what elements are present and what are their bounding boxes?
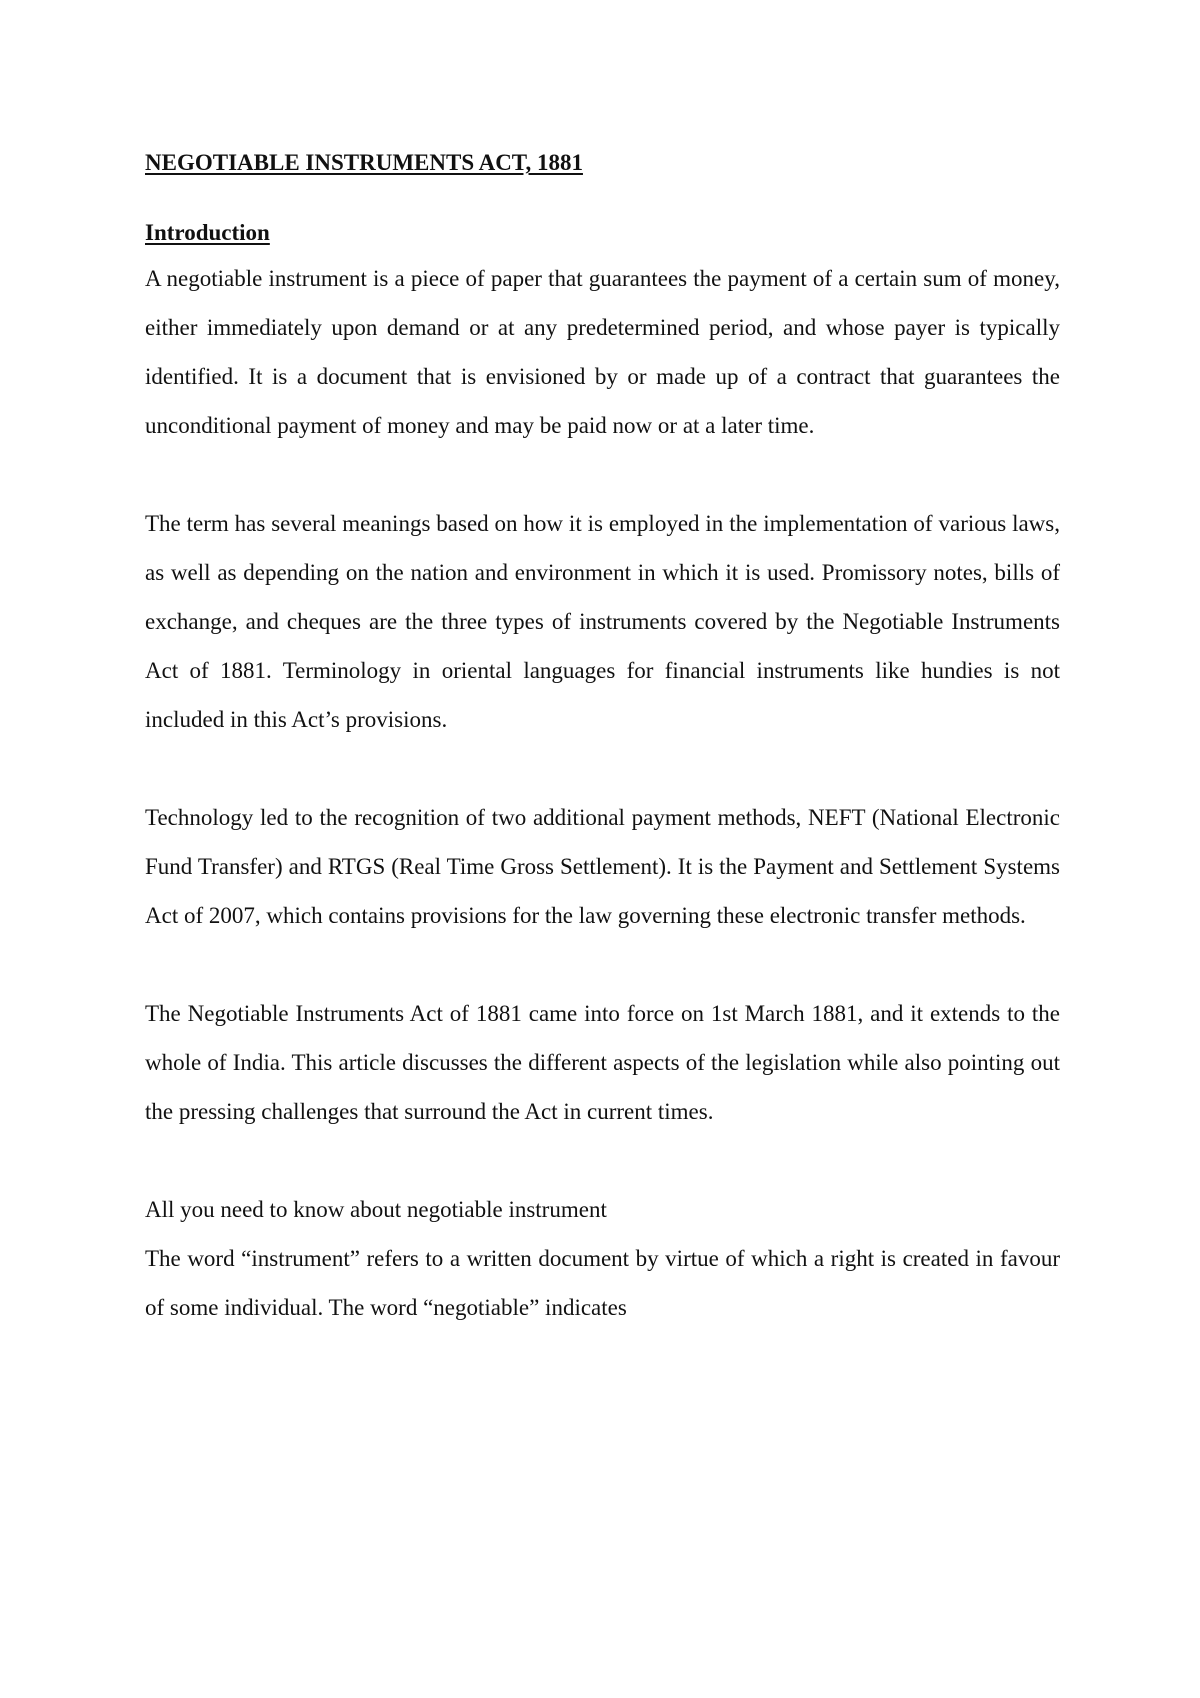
instrument-definition-paragraph: The word “instrument” refers to a written document by virtue of which a right is created in favour of some individual. The word “negotiable” indicates bbox=[145, 1246, 1060, 1320]
intro-paragraph-2: The term has several meanings based on how it is employed in the implementation of various laws, as well as depending on the nation and environment in which it is used. Promissory notes, bills of exchange, and cheques are the three types of instruments covered by the Negotiable Instruments Act of 1881. Terminology in oriental languages for financial instruments like hundies is not included in this Act’s provisions. bbox=[145, 511, 1060, 732]
introduction-heading: Introduction bbox=[145, 220, 270, 245]
intro-paragraph-1: A negotiable instrument is a piece of paper that guarantees the payment of a certain sum of money, either immediately upon demand or at any predetermined period, and whose payer is typically identified. It is a document that is envisioned by or made up of a contract that guarantees the unconditional payment of money and may be paid now or at a later time. bbox=[145, 266, 1060, 438]
document-title: NEGOTIABLE INSTRUMENTS ACT, 1881 bbox=[145, 150, 583, 175]
document-body bbox=[145, 146, 1060, 1332]
negotiable-instrument-subheading: All you need to know about negotiable instrument bbox=[145, 1197, 607, 1222]
intro-paragraph-3: Technology led to the recognition of two additional payment methods, NEFT (National Electronic Fund Transfer) and RTGS (Real Time Gross Settlement). It is the Payment and Settlement Systems Act of 2007, which contains provisions for the law governing these electronic transfer methods. bbox=[145, 805, 1060, 928]
intro-paragraph-4: The Negotiable Instruments Act of 1881 came into force on 1st March 1881, and it extends to the whole of India. This article discusses the different aspects of the legislation while also pointing out the pressing challenges that surround the Act in current times. bbox=[145, 1001, 1060, 1124]
